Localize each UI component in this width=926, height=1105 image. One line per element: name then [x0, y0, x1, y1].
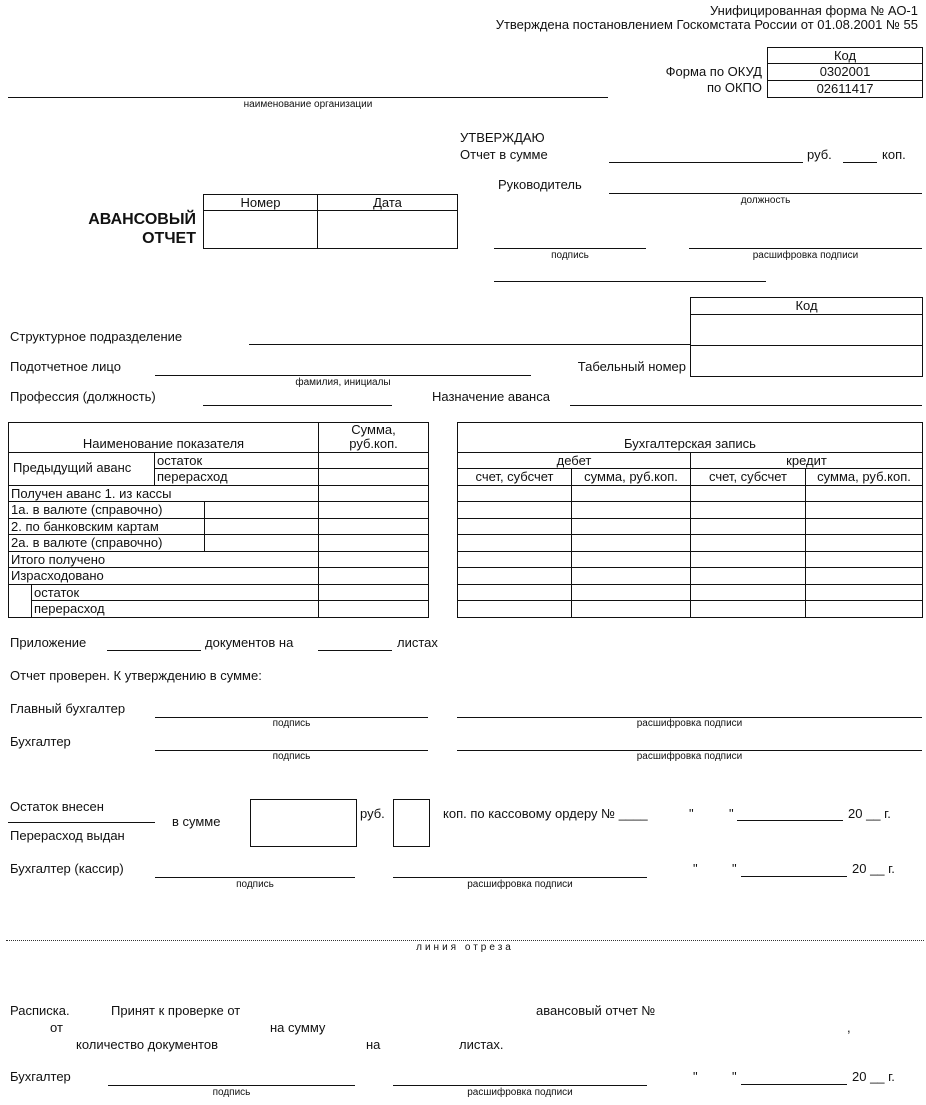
approve-title: УТВЕРЖДАЮ — [460, 130, 545, 145]
cut-line-label: линия отреза — [416, 942, 514, 953]
received-cash-label: Получен аванс 1. из кассы — [11, 486, 172, 501]
cash-order-year: 20 __ г. — [848, 806, 891, 821]
cash-order-date-field[interactable] — [737, 820, 843, 821]
kop-label: коп. — [882, 147, 906, 162]
person-code-header: Код — [795, 298, 818, 313]
cash-kop-field[interactable] — [393, 799, 430, 847]
profession-field[interactable] — [203, 405, 392, 406]
sheets-count-field[interactable] — [318, 650, 392, 651]
profession-label: Профессия (должность) — [10, 389, 156, 404]
receipt-decode-field[interactable] — [393, 1085, 647, 1086]
accountant-decode-caption: расшифровка подписи — [636, 751, 743, 762]
department-code-field[interactable] — [691, 315, 922, 345]
purpose-label: Назначение аванса — [432, 389, 550, 404]
cashier-decode-field[interactable] — [393, 877, 647, 878]
prev-advance-label: Предыдущий аванс — [13, 460, 132, 475]
head-label: Руководитель — [498, 177, 582, 192]
accountable-field[interactable] — [155, 375, 531, 376]
name-caption: фамилия, инициалы — [295, 377, 391, 388]
overspend-issued-label: Перерасход выдан — [10, 828, 125, 843]
number-header: Номер — [240, 195, 281, 210]
cashier-decode-caption: расшифровка подписи — [467, 879, 573, 890]
cashier-signature-caption: подпись — [236, 879, 274, 890]
spent-overspend-label: перерасход — [34, 601, 105, 616]
doc-title-line1: АВАНСОВЫЙ — [88, 211, 196, 228]
debit-sum-header: сумма, руб.коп. — [584, 469, 678, 484]
prev-remainder-label: остаток — [157, 453, 203, 468]
from-label: от — [50, 1020, 63, 1035]
credit-header: кредит — [786, 453, 827, 468]
advance-table — [8, 422, 429, 618]
cashier-quote-open: " — [693, 861, 698, 876]
cashier-year: 20 __ г. — [852, 861, 895, 876]
report-sum-rub-field[interactable] — [609, 162, 803, 163]
receipt-signature-caption: подпись — [212, 1087, 251, 1098]
accountant-signature-caption: подпись — [272, 751, 311, 762]
currency-1a-label: 1а. в валюте (справочно) — [11, 502, 163, 517]
codes-box — [767, 47, 923, 98]
receipt-accountant-label: Бухгалтер — [10, 1069, 71, 1084]
cashier-label: Бухгалтер (кассир) — [10, 861, 124, 876]
head-position-field[interactable] — [609, 193, 922, 194]
head-decode-field[interactable] — [689, 248, 922, 249]
accounting-title: Бухгалтерская запись — [624, 436, 756, 451]
credit-sum-header: сумма, руб.коп. — [817, 469, 911, 484]
form-name: Унифицированная форма № АО-1 — [709, 3, 918, 18]
attachment-label: Приложение — [10, 635, 87, 650]
comma: , — [847, 1020, 851, 1035]
receipt-date-field[interactable] — [741, 1084, 847, 1085]
cash-rub-field[interactable] — [250, 799, 357, 847]
cashier-quote-close: " — [732, 861, 737, 876]
department-field[interactable] — [249, 344, 690, 345]
doc-count-label: количество документов — [76, 1037, 218, 1052]
chief-decode-caption: расшифровка подписи — [636, 718, 743, 729]
decode-caption: расшифровка подписи — [752, 250, 859, 261]
okud-value[interactable]: 0302001 — [819, 64, 871, 79]
spent-label: Израсходовано — [11, 568, 104, 583]
credit-account-header: счет, субсчет — [709, 469, 787, 484]
attachment-count-field[interactable] — [107, 650, 201, 651]
spent-remainder-label: остаток — [34, 585, 80, 600]
debit-account-header: счет, субсчет — [475, 469, 554, 484]
number-date-table — [203, 194, 458, 249]
signature-caption: подпись — [551, 250, 589, 261]
chief-accountant-label: Главный бухгалтер — [10, 701, 126, 716]
accepted-from-label: Принят к проверке от — [111, 1003, 241, 1018]
okpo-value[interactable]: 02611417 — [816, 81, 874, 96]
total-received-label: Итого получено — [11, 552, 106, 567]
receipt-quote-close: " — [732, 1069, 737, 1084]
report-sum-kop-field[interactable] — [843, 162, 877, 163]
organization-field[interactable] — [8, 97, 608, 98]
accountant-label: Бухгалтер — [10, 734, 71, 749]
receipt-label: Расписка. — [10, 1003, 70, 1018]
rub-label: руб. — [807, 147, 832, 162]
person-codes-box — [690, 297, 923, 377]
quote-close: " — [729, 806, 734, 821]
tab-number-label: Табельный номер — [577, 359, 686, 374]
col-name-header: Наименование показателя — [82, 436, 245, 451]
currency-2a-label: 2а. в валюте (справочно) — [11, 535, 163, 550]
cut-line — [6, 940, 924, 941]
quote-open: " — [689, 806, 694, 821]
okud-label: Форма по ОКУД — [665, 64, 762, 79]
sheets-label: листах — [397, 635, 438, 650]
cash-rub-label: руб. — [360, 806, 385, 821]
date-field[interactable] — [318, 211, 457, 248]
report-sum-label: Отчет в сумме — [460, 147, 548, 162]
cashier-date-field[interactable] — [741, 876, 847, 877]
on-sum-label: на сумму — [270, 1020, 326, 1035]
report-no-label: авансовый отчет № — [536, 1003, 656, 1018]
head-signature-field[interactable] — [494, 248, 646, 249]
receipt-year: 20 __ г. — [852, 1069, 895, 1084]
cash-divider — [8, 822, 155, 823]
docs-on-label: документов на — [205, 635, 294, 650]
department-label: Структурное подразделение — [10, 329, 183, 344]
number-field[interactable] — [204, 211, 317, 248]
bank-cards-label: 2. по банковским картам — [11, 519, 159, 534]
prev-overspend-label: перерасход — [157, 469, 228, 484]
chief-signature-caption: подпись — [272, 718, 311, 729]
debit-header: дебет — [556, 453, 592, 468]
cashier-signature-field[interactable] — [155, 877, 355, 878]
purpose-field[interactable] — [570, 405, 922, 406]
checked-text: Отчет проверен. К утверждению в сумме: — [10, 668, 262, 683]
col-sum-header-2: руб.коп. — [349, 436, 398, 451]
organization-caption: наименование организации — [243, 99, 373, 110]
on-label: на — [366, 1037, 381, 1052]
receipt-decode-caption: расшифровка подписи — [467, 1087, 573, 1098]
approve-date-field[interactable] — [494, 281, 766, 282]
doc-title-line2: ОТЧЕТ — [142, 230, 196, 247]
codes-header: Код — [833, 48, 857, 63]
date-header: Дата — [373, 195, 402, 210]
cash-order-label: коп. по кассовому ордеру № ____ — [443, 806, 648, 821]
accounting-table — [457, 422, 923, 618]
tab-number-field[interactable] — [691, 346, 922, 376]
okpo-label: по ОКПО — [706, 80, 762, 95]
in-sum-label: в сумме — [172, 814, 221, 829]
receipt-signature-field[interactable] — [108, 1085, 355, 1086]
accountable-label: Подотчетное лицо — [10, 359, 121, 374]
receipt-sheets-label: листах. — [459, 1037, 504, 1052]
remainder-deposited-label: Остаток внесен — [10, 799, 104, 814]
position-caption: должность — [740, 195, 791, 206]
approval-note: Утверждена постановлением Госкомстата России от 01.08.2001 № 55 — [495, 17, 918, 32]
col-sum-header-1: Сумма, — [351, 422, 396, 437]
receipt-quote-open: " — [693, 1069, 698, 1084]
